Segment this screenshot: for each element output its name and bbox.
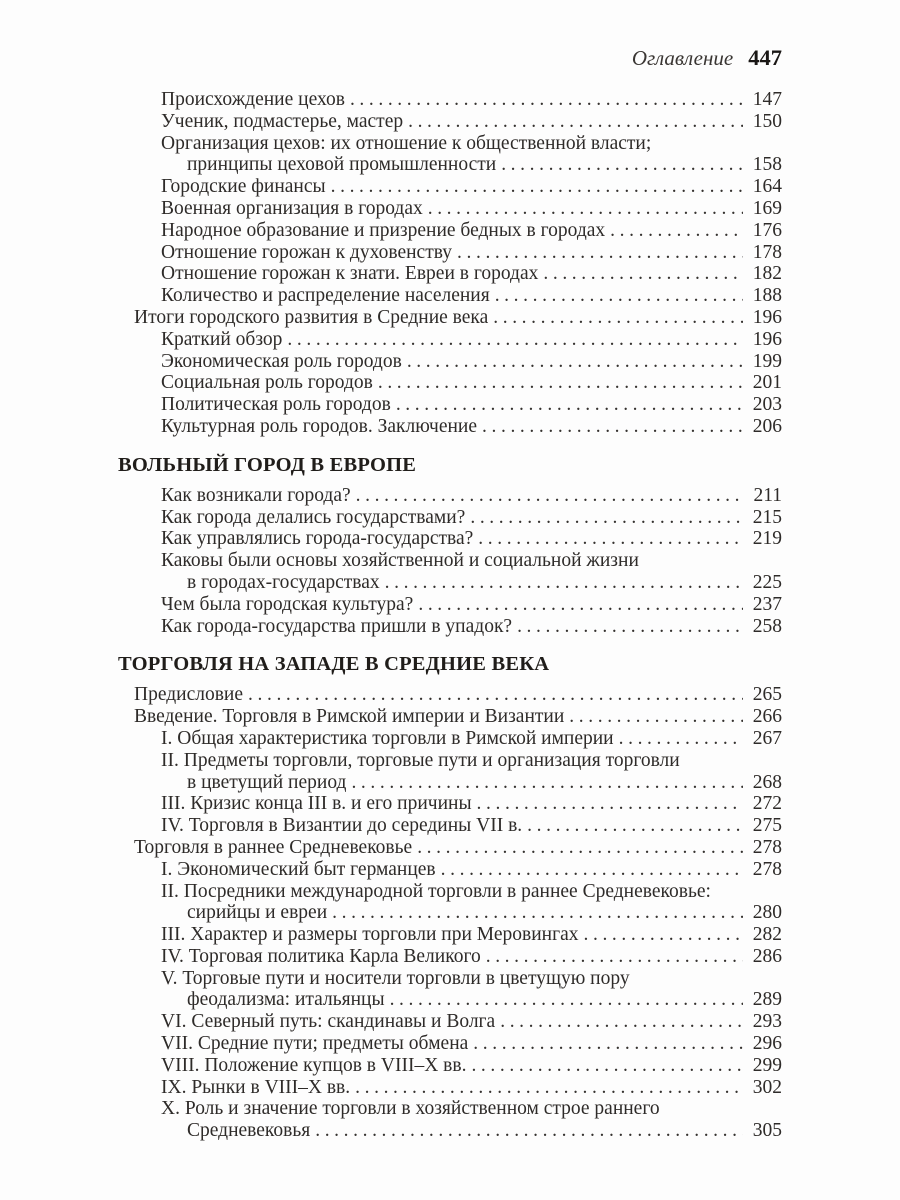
dot-leader	[408, 111, 743, 133]
toc-entry	[118, 89, 782, 111]
section-heading: ВОЛЬНЫЙ ГОРОД В ЕВРОПЕ	[118, 453, 417, 476]
dot-leader	[610, 220, 743, 242]
toc-entry-line	[118, 706, 782, 728]
toc-entry-title: Введение. Торговля в Римской империи и Византии	[134, 706, 565, 728]
dot-leader	[315, 1120, 743, 1142]
dot-leader	[248, 684, 743, 706]
toc-entry-line	[118, 902, 782, 924]
toc-entry	[118, 351, 782, 373]
dot-leader	[407, 351, 743, 373]
toc-entry	[118, 1098, 782, 1142]
toc-entry-page: 182	[752, 263, 782, 285]
toc-content	[118, 46, 782, 1142]
toc-entry	[118, 307, 782, 329]
toc-entry-title: Средневековья	[187, 1120, 311, 1142]
toc-entry	[118, 837, 782, 859]
dot-leader	[470, 507, 743, 529]
toc-entry-page: 215	[752, 506, 782, 528]
dot-leader	[351, 772, 743, 794]
toc-entry	[118, 1011, 782, 1033]
dot-leader	[569, 706, 743, 728]
dot-leader	[428, 198, 743, 220]
toc-entry-line	[118, 220, 782, 242]
toc-entry-page: 169	[752, 197, 782, 219]
toc-entry-title: IX. Рынки в VIII–X вв.	[161, 1076, 351, 1098]
toc-entry-title: Экономическая роль городов	[161, 350, 402, 372]
toc-entry-title: Организация цехов: их отношение к общественной власти;	[161, 132, 652, 154]
chapter-title: Оглавление	[631, 46, 734, 70]
toc-entry-page: 282	[752, 924, 782, 946]
toc-entry-line	[118, 372, 782, 394]
toc-entry-title: Чем была городская культура?	[161, 593, 414, 615]
toc-entry-line	[118, 1098, 782, 1120]
dot-leader	[477, 793, 743, 815]
toc-entry-page: 296	[752, 1033, 782, 1055]
toc-entry	[118, 329, 782, 351]
toc-entry-page: 203	[752, 394, 782, 416]
toc-entry-title: Культурная роль городов. Заключение	[161, 415, 478, 437]
toc-entry-line	[118, 154, 782, 176]
toc-entry-page: 237	[752, 593, 782, 615]
toc-entry-line	[118, 285, 782, 307]
toc-entry-line	[118, 924, 782, 946]
dot-leader	[396, 394, 743, 416]
dot-leader	[332, 902, 743, 924]
dot-leader	[619, 728, 743, 750]
toc-entry-page: 201	[752, 372, 782, 394]
toc-entry-page: 267	[752, 727, 782, 749]
toc-entry	[118, 594, 782, 616]
toc-entry-line	[118, 176, 782, 198]
toc-entry-title: III. Кризис конца III в. и его причины	[161, 793, 472, 815]
toc-entry-page: 176	[752, 219, 782, 241]
toc-entry	[118, 706, 782, 728]
dot-leader	[486, 946, 743, 968]
toc-entry-title: в цветущий период	[187, 771, 347, 793]
toc-entry-title: Краткий обзор	[161, 328, 283, 350]
toc-entry-line	[118, 859, 782, 881]
dot-leader	[350, 89, 743, 111]
toc-entry-line	[118, 1077, 782, 1099]
toc-entry-page: 289	[752, 989, 782, 1011]
toc-entry	[118, 485, 782, 507]
toc-entry-line	[118, 1033, 782, 1055]
toc-entry	[118, 946, 782, 968]
toc-entry-line	[118, 133, 782, 155]
toc-entry-line	[118, 1055, 782, 1077]
toc-entry-page: 147	[752, 89, 782, 110]
toc-entry	[118, 242, 782, 264]
dot-leader	[441, 859, 743, 881]
dot-leader	[355, 1077, 743, 1099]
toc-entry-page: 286	[752, 945, 782, 967]
toc-entry-title: Народное образование и призрение бедных в городах	[161, 219, 606, 241]
dot-leader	[517, 616, 743, 638]
toc-entry-line	[118, 728, 782, 750]
toc-entry	[118, 372, 782, 394]
toc-entry-title: Каковы были основы хозяйственной и социальной жизни	[161, 550, 639, 572]
toc-entry	[118, 550, 782, 594]
toc-entry-line	[118, 793, 782, 815]
toc-entry	[118, 1077, 782, 1099]
toc-entry	[118, 416, 782, 438]
toc-entry-line	[118, 968, 782, 990]
toc-entry	[118, 815, 782, 837]
toc-entry	[118, 616, 782, 638]
dot-leader	[482, 416, 743, 438]
toc-entry-title: Как возникали города?	[161, 484, 351, 506]
toc-entry-line	[118, 89, 782, 111]
toc-entry-title: X. Роль и значение торговли в хозяйственном строе раннего	[161, 1098, 660, 1120]
toc-section	[118, 454, 782, 638]
dot-leader	[331, 176, 743, 198]
toc-entry-page: 280	[752, 902, 782, 924]
dot-leader	[543, 263, 743, 285]
dot-leader	[473, 1033, 743, 1055]
dot-leader	[417, 837, 743, 859]
toc-entry-line	[118, 1011, 782, 1033]
dot-leader	[501, 154, 743, 176]
toc-entry-page: 178	[752, 241, 782, 263]
toc-entry-page: 150	[752, 110, 782, 132]
toc-entry-page: 164	[752, 176, 782, 198]
toc-entry-line	[118, 507, 782, 529]
toc-entry-line	[118, 394, 782, 416]
toc-entry	[118, 285, 782, 307]
toc-entry-title: II. Предметы торговли, торговые пути и организация торговли	[161, 749, 680, 771]
toc-entry-title: V. Торговые пути и носители торговли в цветущую пору	[161, 967, 630, 989]
toc-entry-page: 278	[752, 858, 782, 880]
toc-entry	[118, 1055, 782, 1077]
toc-entry-title: I. Общая характеристика торговли в Римской империи	[161, 727, 614, 749]
dot-leader	[478, 528, 743, 550]
toc-entry-line	[118, 881, 782, 903]
toc-entry-title: феодализма: итальянцы	[187, 989, 385, 1011]
toc-entry-title: IV. Торговля в Византии до середины VII в.	[161, 815, 523, 837]
toc-entry-line	[118, 750, 782, 772]
dot-leader	[378, 372, 743, 394]
toc-entry-title: Ученик, подмастерье, мастер	[161, 110, 404, 132]
toc-entry-page: 196	[752, 328, 782, 350]
toc-entry-title: IV. Торговая политика Карла Великого	[161, 945, 481, 967]
dot-leader	[584, 924, 744, 946]
toc-entry-title: Отношение горожан к знати. Евреи в городах	[161, 263, 539, 285]
toc-entry	[118, 394, 782, 416]
toc-entry-title: Торговля в раннее Средневековье	[134, 836, 413, 858]
toc-entry-line	[118, 263, 782, 285]
toc-entry-line	[118, 351, 782, 373]
toc-entry-title: Итоги городского развития в Средние века	[134, 306, 489, 328]
toc-entry-line	[118, 485, 782, 507]
toc-entry-title: сирийцы и евреи	[187, 902, 328, 924]
toc-entry-title: Городские финансы	[161, 176, 326, 198]
dot-leader	[356, 485, 743, 507]
toc-entry-title: VIII. Положение купцов в VIII–X вв.	[161, 1054, 467, 1076]
toc-entry-page: 305	[752, 1120, 782, 1142]
toc-entry-title: II. Посредники международной торговли в раннее Средневековье:	[161, 880, 711, 902]
toc-entry	[118, 220, 782, 242]
toc-section	[118, 89, 782, 438]
toc-entry	[118, 133, 782, 177]
dot-leader	[418, 594, 743, 616]
toc-entry-title: Количество и распределение населения	[161, 285, 490, 307]
toc-entry-page: 265	[752, 684, 782, 706]
toc-entry-title: Предисловие	[134, 684, 244, 706]
toc-entry-page: 225	[752, 571, 782, 593]
toc-entry	[118, 750, 782, 794]
toc-entry-line	[118, 416, 782, 438]
toc-entry-page: 268	[752, 771, 782, 793]
toc-entry-title: Политическая роль городов	[161, 394, 391, 416]
toc-entry-page: 272	[752, 793, 782, 815]
toc-entry-title: принципы цеховой промышленности	[187, 154, 497, 176]
toc-entry-title: Происхождение цехов	[161, 89, 345, 110]
toc-entry-page: 299	[752, 1054, 782, 1076]
page-number: 447	[748, 45, 782, 70]
section-heading: ТОРГОВЛЯ НА ЗАПАДЕ В СРЕДНИЕ ВЕКА	[118, 653, 550, 676]
toc-entry-page: 199	[752, 350, 782, 372]
toc-entry	[118, 728, 782, 750]
toc-entry-page: 158	[752, 154, 782, 176]
toc-entry	[118, 924, 782, 946]
toc-entry	[118, 793, 782, 815]
toc-section	[118, 653, 782, 1142]
toc-entry-page: 278	[752, 836, 782, 858]
toc-entry-line	[118, 198, 782, 220]
toc-entry	[118, 968, 782, 1012]
toc-entry-title: I. Экономический быт германцев	[161, 858, 436, 880]
toc-entry-line	[118, 684, 782, 706]
toc-entry-line	[118, 837, 782, 859]
toc-entry-page: 211	[753, 484, 782, 506]
toc-entry-title: VI. Северный путь: скандинавы и Волга	[161, 1011, 496, 1033]
toc-entry-title: Военная организация в городах	[161, 197, 423, 219]
page-header	[118, 46, 782, 73]
toc-entry-title: VII. Средние пути; предметы обмена	[161, 1033, 469, 1055]
toc-entry-page: 266	[752, 706, 782, 728]
toc-entry	[118, 528, 782, 550]
toc-entry-title: Социальная роль городов	[161, 372, 373, 394]
dot-leader	[527, 815, 743, 837]
toc-entry-line	[118, 307, 782, 329]
toc-entry	[118, 859, 782, 881]
toc-entry	[118, 263, 782, 285]
dot-leader	[287, 329, 743, 351]
toc-entry-line	[118, 550, 782, 572]
toc-entry-line	[118, 815, 782, 837]
toc	[118, 89, 782, 1142]
toc-entry-page: 302	[752, 1076, 782, 1098]
toc-entry-page: 275	[752, 815, 782, 837]
toc-entry	[118, 881, 782, 925]
toc-entry-page: 196	[752, 306, 782, 328]
toc-entry-page: 206	[752, 415, 782, 437]
dot-leader	[495, 285, 743, 307]
toc-entry-title: III. Характер и размеры торговли при Меровингах	[161, 924, 579, 946]
toc-entry-page: 188	[752, 285, 782, 307]
dot-leader	[390, 989, 743, 1011]
toc-entry-title: в городах-государствах	[187, 571, 380, 593]
toc-entry-page: 219	[752, 528, 782, 550]
toc-entry	[118, 1033, 782, 1055]
dot-leader	[457, 242, 743, 264]
toc-entry-line	[118, 528, 782, 550]
toc-entry-title: Как управлялись города-государства?	[161, 528, 474, 550]
toc-entry-line	[118, 242, 782, 264]
toc-entry-line	[118, 594, 782, 616]
toc-entry-title: Отношение горожан к духовенству	[161, 241, 453, 263]
toc-entry-line	[118, 772, 782, 794]
dot-leader	[471, 1055, 743, 1077]
toc-entry-page: 293	[752, 1011, 782, 1033]
toc-entry-line	[118, 111, 782, 133]
dot-leader	[385, 572, 743, 594]
dot-leader	[493, 307, 743, 329]
toc-entry-line	[118, 572, 782, 594]
toc-entry	[118, 507, 782, 529]
dot-leader	[500, 1011, 743, 1033]
toc-entry-title: Как города делались государствами?	[161, 506, 466, 528]
toc-entry	[118, 176, 782, 198]
toc-entry	[118, 198, 782, 220]
toc-entry-line	[118, 989, 782, 1011]
toc-entry-line	[118, 329, 782, 351]
toc-entry-title: Как города-государства пришли в упадок?	[161, 615, 513, 637]
toc-entry-line	[118, 1120, 782, 1142]
toc-entry	[118, 684, 782, 706]
toc-entry-line	[118, 946, 782, 968]
toc-entry-line	[118, 616, 782, 638]
toc-entry-page: 258	[752, 615, 782, 637]
toc-entry	[118, 111, 782, 133]
